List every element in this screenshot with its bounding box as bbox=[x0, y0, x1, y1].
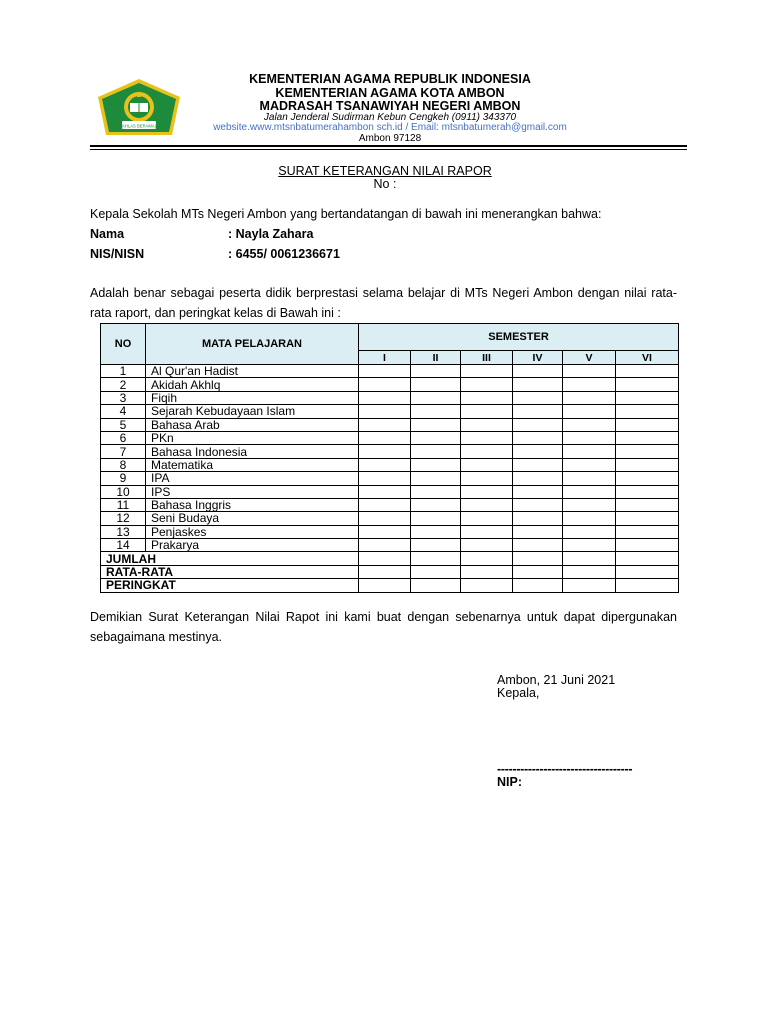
intro-text: Kepala Sekolah MTs Negeri Ambon yang bertandatangan di bawah ini menerangkan bahwa: bbox=[90, 207, 602, 221]
table-row bbox=[101, 485, 679, 498]
logo-motto: IKHLAS BERAMAL bbox=[120, 123, 158, 129]
grade-cell bbox=[563, 445, 616, 458]
header-city-zip: Ambon 97128 bbox=[358, 133, 422, 144]
semester-1-header: I bbox=[359, 351, 411, 365]
table-row bbox=[101, 498, 679, 511]
grade-cell bbox=[411, 378, 461, 391]
total-label: JUMLAH bbox=[101, 552, 359, 565]
semester-6-header: VI bbox=[616, 351, 679, 365]
grade-cell bbox=[563, 498, 616, 511]
table-row bbox=[101, 378, 679, 391]
header-divider-thin bbox=[90, 149, 687, 150]
subject-name: Sejarah Kebudayaan Islam bbox=[146, 405, 359, 418]
header-address: Jalan Jenderal Sudirman Kebun Cengkeh (0911) 343370 bbox=[263, 112, 517, 123]
grade-cell bbox=[359, 391, 411, 404]
grade-cell bbox=[616, 525, 679, 538]
table-row bbox=[101, 391, 679, 404]
header-website: website.www.mtsnbatumerahambon sch.id / Email: mtsnbatumerah@gmail.com bbox=[213, 122, 567, 133]
grade-cell bbox=[563, 525, 616, 538]
row-number: 14 bbox=[101, 539, 146, 552]
signatory-position: Kepala, bbox=[497, 686, 540, 700]
place-date: Ambon, 21 Juni 2021 bbox=[497, 673, 616, 687]
table-row bbox=[101, 539, 679, 552]
row-number: 13 bbox=[101, 525, 146, 538]
document-title: SURAT KETERANGAN NILAI RAPOR bbox=[278, 164, 492, 178]
total-label: RATA-RATA bbox=[101, 565, 359, 578]
grade-cell bbox=[616, 579, 679, 592]
total-row bbox=[101, 579, 679, 592]
name-label: Nama bbox=[90, 227, 125, 241]
semester-3-header: III bbox=[461, 351, 513, 365]
grade-cell bbox=[461, 512, 513, 525]
grade-cell bbox=[411, 391, 461, 404]
grade-cell bbox=[359, 405, 411, 418]
grade-cell bbox=[359, 472, 411, 485]
grade-cell bbox=[513, 365, 563, 378]
grade-cell bbox=[513, 498, 563, 511]
grade-cell bbox=[411, 579, 461, 592]
table-row bbox=[101, 365, 679, 378]
grade-cell bbox=[411, 498, 461, 511]
document-number: No : bbox=[373, 177, 397, 191]
grade-cell bbox=[461, 498, 513, 511]
grade-cell bbox=[359, 378, 411, 391]
grade-cell bbox=[616, 378, 679, 391]
header-divider-thick bbox=[90, 145, 687, 147]
grade-cell bbox=[616, 431, 679, 444]
table-row bbox=[101, 405, 679, 418]
grade-cell bbox=[563, 552, 616, 565]
subject-name: PKn bbox=[146, 431, 359, 444]
semester-2-header: II bbox=[411, 351, 461, 365]
grade-cell bbox=[616, 565, 679, 578]
grade-cell bbox=[513, 472, 563, 485]
nis-label: NIS/NISN bbox=[90, 247, 145, 261]
grade-cell bbox=[563, 391, 616, 404]
grade-cell bbox=[461, 539, 513, 552]
grade-cell bbox=[563, 431, 616, 444]
grade-cell bbox=[461, 579, 513, 592]
grade-cell bbox=[513, 431, 563, 444]
subject-name: Fiqih bbox=[146, 391, 359, 404]
grade-cell bbox=[563, 472, 616, 485]
grade-cell bbox=[461, 365, 513, 378]
grade-cell bbox=[513, 512, 563, 525]
grade-cell bbox=[563, 458, 616, 471]
table-row bbox=[101, 472, 679, 485]
subject-name: Prakarya bbox=[146, 539, 359, 552]
table-row bbox=[101, 458, 679, 471]
grade-cell bbox=[411, 485, 461, 498]
grade-cell bbox=[616, 445, 679, 458]
grade-cell bbox=[563, 405, 616, 418]
grade-cell bbox=[563, 539, 616, 552]
subject-name: Bahasa Indonesia bbox=[146, 445, 359, 458]
subject-name: IPS bbox=[146, 485, 359, 498]
grade-cell bbox=[616, 512, 679, 525]
grade-cell bbox=[359, 365, 411, 378]
grade-cell bbox=[411, 539, 461, 552]
ministry-logo-icon bbox=[94, 77, 184, 139]
grade-cell bbox=[411, 472, 461, 485]
grade-cell bbox=[359, 485, 411, 498]
grade-cell bbox=[359, 431, 411, 444]
header-line-3: MADRASAH TSANAWIYAH NEGERI AMBON bbox=[259, 99, 521, 113]
nis-value: : 6455/ 0061236671 bbox=[228, 247, 340, 261]
grade-cell bbox=[359, 539, 411, 552]
row-number: 12 bbox=[101, 512, 146, 525]
grade-cell bbox=[616, 472, 679, 485]
grade-cell bbox=[461, 405, 513, 418]
grade-cell bbox=[461, 472, 513, 485]
grade-cell bbox=[461, 431, 513, 444]
grade-cell bbox=[359, 565, 411, 578]
row-number: 1 bbox=[101, 365, 146, 378]
grade-cell bbox=[411, 525, 461, 538]
grade-cell bbox=[359, 512, 411, 525]
row-number: 4 bbox=[101, 405, 146, 418]
grade-cell bbox=[461, 418, 513, 431]
grade-cell bbox=[563, 512, 616, 525]
grade-cell bbox=[513, 539, 563, 552]
grade-cell bbox=[411, 445, 461, 458]
col-subject-header: MATA PELAJARAN bbox=[146, 324, 359, 365]
grade-cell bbox=[461, 525, 513, 538]
grade-cell bbox=[359, 552, 411, 565]
subject-name: Bahasa Arab bbox=[146, 418, 359, 431]
subject-name: Penjaskes bbox=[146, 525, 359, 538]
subject-name: IPA bbox=[146, 472, 359, 485]
grade-cell bbox=[616, 391, 679, 404]
subject-name: Al Qur'an Hadist bbox=[146, 365, 359, 378]
row-number: 9 bbox=[101, 472, 146, 485]
grade-cell bbox=[359, 445, 411, 458]
total-row bbox=[101, 552, 679, 565]
grade-cell bbox=[563, 418, 616, 431]
grade-cell bbox=[563, 378, 616, 391]
grade-cell bbox=[461, 565, 513, 578]
grade-cell bbox=[461, 485, 513, 498]
subject-name: Bahasa Inggris bbox=[146, 498, 359, 511]
total-row bbox=[101, 565, 679, 578]
row-number: 6 bbox=[101, 431, 146, 444]
semester-4-header: IV bbox=[513, 351, 563, 365]
col-no-header: NO bbox=[101, 324, 146, 365]
total-label: PERINGKAT bbox=[101, 579, 359, 592]
grade-cell bbox=[513, 391, 563, 404]
row-number: 5 bbox=[101, 418, 146, 431]
table-row bbox=[101, 445, 679, 458]
grade-cell bbox=[616, 498, 679, 511]
grade-cell bbox=[359, 418, 411, 431]
grade-cell bbox=[616, 552, 679, 565]
name-value: : Nayla Zahara bbox=[228, 227, 314, 241]
grade-cell bbox=[616, 485, 679, 498]
row-number: 8 bbox=[101, 458, 146, 471]
grade-cell bbox=[359, 525, 411, 538]
grade-cell bbox=[563, 365, 616, 378]
grade-cell bbox=[359, 579, 411, 592]
row-number: 7 bbox=[101, 445, 146, 458]
grade-cell bbox=[616, 418, 679, 431]
row-number: 2 bbox=[101, 378, 146, 391]
grade-cell bbox=[563, 579, 616, 592]
statement-text: Adalah benar sebagai peserta didik berprestasi selama belajar di MTs Negeri Ambon dengan nilai rata-rata raport, dan peringkat kelas di Bawah ini : bbox=[90, 286, 677, 320]
grade-cell bbox=[513, 485, 563, 498]
row-number: 11 bbox=[101, 498, 146, 511]
grade-cell bbox=[411, 418, 461, 431]
grade-cell bbox=[411, 512, 461, 525]
nip-label: NIP: bbox=[497, 775, 522, 789]
grade-cell bbox=[616, 365, 679, 378]
grade-cell bbox=[513, 579, 563, 592]
grade-cell bbox=[461, 378, 513, 391]
subject-name: Seni Budaya bbox=[146, 512, 359, 525]
grade-cell bbox=[411, 431, 461, 444]
grade-cell bbox=[513, 378, 563, 391]
grade-cell bbox=[461, 458, 513, 471]
grade-cell bbox=[411, 365, 461, 378]
grade-cell bbox=[359, 498, 411, 511]
row-number: 3 bbox=[101, 391, 146, 404]
grades-table bbox=[100, 323, 679, 593]
header-line-1: KEMENTERIAN AGAMA REPUBLIK INDONESIA bbox=[249, 72, 531, 86]
grade-cell bbox=[411, 552, 461, 565]
header-line-2: KEMENTERIAN AGAMA KOTA AMBON bbox=[275, 86, 505, 100]
grade-cell bbox=[513, 405, 563, 418]
grade-cell bbox=[461, 391, 513, 404]
grade-cell bbox=[513, 458, 563, 471]
grade-cell bbox=[513, 445, 563, 458]
grade-cell bbox=[411, 405, 461, 418]
subject-name: Matematika bbox=[146, 458, 359, 471]
grade-cell bbox=[513, 552, 563, 565]
row-number: 10 bbox=[101, 485, 146, 498]
grade-cell bbox=[411, 458, 461, 471]
grade-cell bbox=[616, 458, 679, 471]
grade-cell bbox=[616, 539, 679, 552]
table-row bbox=[101, 431, 679, 444]
closing-text: Demikian Surat Keterangan Nilai Rapot ini kami buat dengan sebenarnya untuk dapat dipergunakan sebagaimana mestinya. bbox=[90, 610, 677, 644]
grade-cell bbox=[461, 552, 513, 565]
grade-cell bbox=[513, 525, 563, 538]
grade-cell bbox=[513, 418, 563, 431]
grade-cell bbox=[563, 485, 616, 498]
subject-name: Akidah Akhlq bbox=[146, 378, 359, 391]
grade-cell bbox=[461, 445, 513, 458]
grade-cell bbox=[513, 565, 563, 578]
col-semester-header: SEMESTER bbox=[359, 324, 679, 351]
table-row bbox=[101, 512, 679, 525]
grade-cell bbox=[563, 565, 616, 578]
grade-cell bbox=[616, 405, 679, 418]
signature-line: ----------------------------------- bbox=[497, 762, 633, 776]
grade-cell bbox=[411, 565, 461, 578]
semester-5-header: V bbox=[563, 351, 616, 365]
table-row bbox=[101, 418, 679, 431]
grade-cell bbox=[359, 458, 411, 471]
table-row bbox=[101, 525, 679, 538]
